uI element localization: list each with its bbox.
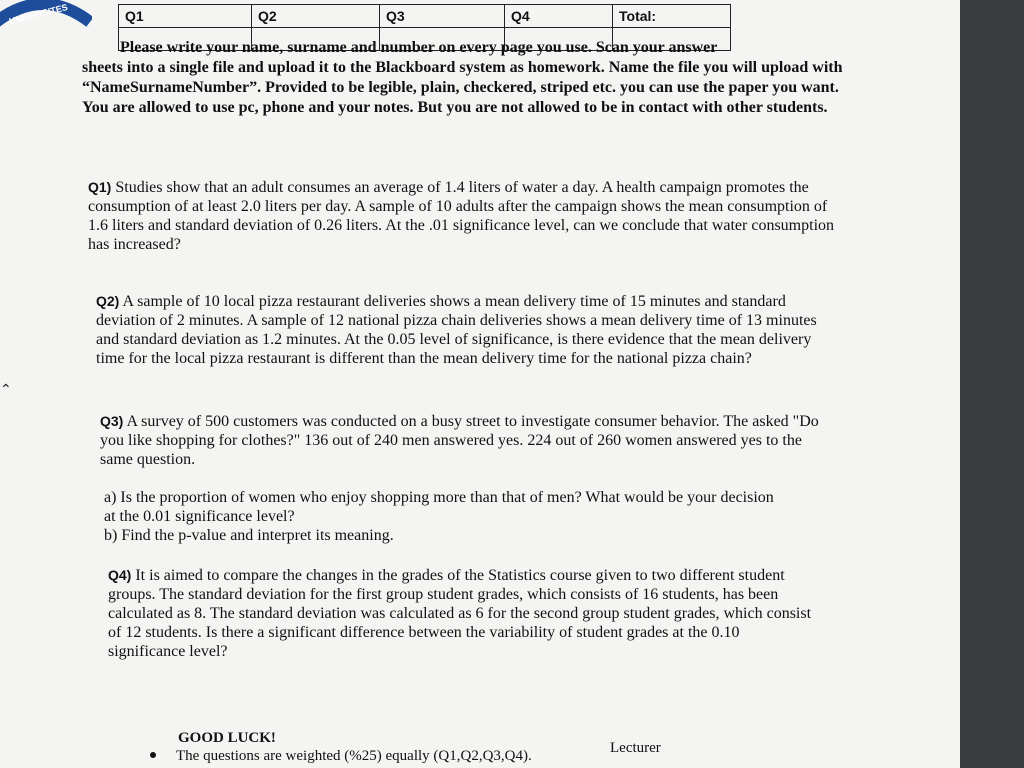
- question-1: [88, 178, 840, 254]
- good-luck-text: GOOD LUCK!: [178, 730, 276, 746]
- weights-note: The questions are weighted (%25) equally (Q1,Q2,Q3,Q4).: [176, 748, 532, 764]
- score-col-q3: Q3: [380, 5, 505, 28]
- score-col-q1: Q1: [119, 5, 252, 28]
- score-header-row: [119, 5, 731, 28]
- question-2-tag: Q2): [96, 293, 120, 309]
- cursor-arrow-icon: ⌃: [0, 383, 12, 398]
- logo-text: UNIVERSITES: [8, 2, 69, 27]
- question-3-part-a: a) Is the proportion of women who enjoy shopping more than that of men? What would be your decision at the 0.01 significance level?: [104, 489, 774, 525]
- question-3-part-b: b) Find the p-value and interpret its meaning.: [104, 527, 394, 544]
- question-3-text: A survey of 500 customers was conducted on a busy street to investigate consumer behavior. The asked "Do you like shopping for clothes?" 136 out of 240 men answered yes. 224 out of 260 women answered yes to the same question.: [100, 413, 819, 468]
- question-4: [108, 566, 814, 661]
- question-1-tag: Q1): [88, 179, 112, 195]
- score-col-q4: Q4: [505, 5, 613, 28]
- question-2-text: A sample of 10 local pizza restaurant deliveries shows a mean delivery time of 15 minutes and standard deviation of 2 minutes. A sample of 12 national pizza chain deliveries shows a mean delivery time of 13 minutes and standard deviation as 1.2 minutes. At the 0.05 level of significance, is there evidence that the mean delivery time for the local pizza restaurant is different than the mean delivery time for the national pizza chain?: [96, 293, 817, 367]
- instructions-first-line: Please write your name, surname and number on every page you use. Scan your answer: [120, 39, 718, 56]
- question-4-text: It is aimed to compare the changes in the grades of the Statistics course given to two different student groups. The standard deviation for the first group student grades, which consists of 16 students, has been calculated as 8. The standard deviation was calculated as 6 for the second group student grades, which consist of 12 students. Is there a significant difference between the variability of student grades at the 0.10 significance level?: [108, 567, 812, 660]
- question-3-parts: [104, 488, 784, 545]
- question-2: [96, 292, 831, 368]
- question-1-text: Studies show that an adult consumes an average of 1.4 liters of water a day. A health campaign promotes the consumption of at least 2.0 liters per day. A sample of 10 adults after the campaign shows the mean consumption of 1.6 liters and standard deviation of 0.26 liters. At the .01 significance level, can we conclude that water consumption has increased?: [88, 179, 835, 253]
- question-4-tag: Q4): [108, 567, 132, 583]
- instructions-body: sheets into a single file and upload it to the Blackboard system as homework. Name the file you will upload with “NameSurnameNumber”. Provided to be legible, plain, checkered, striped etc. you can use the paper you want. You are allowed to use pc, phone and your notes. But you are not allowed to be in contact with other students.: [82, 59, 843, 116]
- question-3-tag: Q3): [100, 413, 124, 429]
- instructions: [82, 38, 854, 118]
- score-col-q2: Q2: [252, 5, 380, 28]
- university-logo: [0, 0, 92, 32]
- monitor-bezel: [960, 0, 1024, 768]
- score-col-total: Total:: [613, 5, 731, 28]
- lecturer-label: Lecturer: [610, 740, 661, 756]
- question-3: [100, 412, 822, 469]
- bullet-icon: [150, 752, 156, 758]
